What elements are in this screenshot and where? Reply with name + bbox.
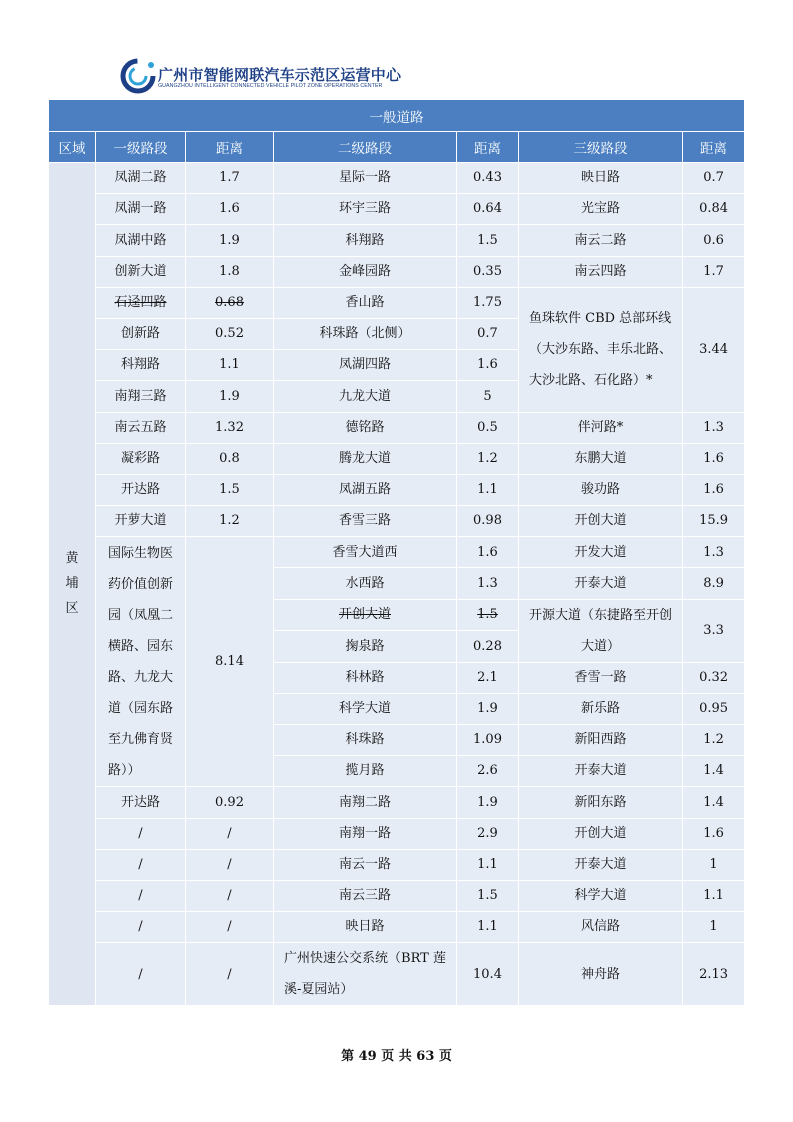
level2-dist: 1.1: [457, 912, 519, 943]
road-table: [48, 99, 745, 1006]
level3-road: 新阳东路: [519, 787, 683, 818]
level2-dist: 10.4: [457, 943, 519, 1006]
level2-dist: 2.9: [457, 818, 519, 849]
level1-road: 南云五路: [96, 412, 186, 443]
table-row: [49, 537, 745, 568]
biopark-line: 道（园东路: [107, 700, 173, 716]
level1-road: 创新路: [96, 318, 186, 349]
level2-dist: 0.43: [457, 163, 519, 194]
table-row: [49, 818, 745, 849]
level1-road: 凤湖二路: [96, 163, 186, 194]
level3-road: 开泰大道: [519, 849, 683, 880]
level3-road: 骏功路: [519, 474, 683, 505]
table-row: [49, 880, 745, 911]
level2-dist: 0.5: [457, 412, 519, 443]
table-row: [49, 163, 745, 194]
level1-dist: /: [186, 880, 274, 911]
level2-road-multiline: [278, 943, 452, 1005]
level3-dist: 0.84: [683, 194, 745, 225]
level3-dist: 1.1: [683, 880, 745, 911]
biopark-line: 路、九龙大: [107, 669, 173, 685]
page-footer: 第 49 页 共 63 页: [341, 1049, 452, 1064]
level2-road: 凤湖五路: [274, 474, 457, 505]
level1-dist: 0.92: [186, 787, 274, 818]
level2-road: 水西路: [274, 568, 457, 599]
level1-dist: 1.1: [186, 350, 274, 381]
level1-dist: 0.52: [186, 318, 274, 349]
level1-dist: 8.14: [186, 537, 274, 787]
level1-dist: /: [186, 818, 274, 849]
level3-road: 新乐路: [519, 693, 683, 724]
level3-road: 光宝路: [519, 194, 683, 225]
level3-road: [519, 599, 683, 662]
level1-dist: 1.9: [186, 225, 274, 256]
level1-road: 凤湖一路: [96, 194, 186, 225]
header-region: 区域: [49, 132, 96, 163]
level1-road: 创新大道: [96, 256, 186, 287]
logo: [118, 56, 418, 96]
level2-dist: 0.35: [457, 256, 519, 287]
table-row: [49, 943, 745, 1006]
level3-dist: 3.44: [683, 287, 745, 412]
level3-dist: 1.4: [683, 787, 745, 818]
level3-road: 东鹏大道: [519, 443, 683, 474]
level2-road: 南翔二路: [274, 787, 457, 818]
level3-road: [519, 287, 683, 412]
level2-road: 南云一路: [274, 849, 457, 880]
level3-road: 开泰大道: [519, 568, 683, 599]
level2-road: 凤湖四路: [274, 350, 457, 381]
level1-dist: 1.7: [186, 163, 274, 194]
biopark-line: 国际生物医: [107, 545, 173, 561]
level3-dist: 3.3: [683, 599, 745, 662]
logo-title-en: GUANGZHOU INTELLIGENT CONNECTED VEHICLE PILOT ZONE OPERATIONS CENTER: [158, 83, 383, 89]
level2-road: 科珠路: [274, 725, 457, 756]
level2-road: 环宇三路: [274, 194, 457, 225]
level1-dist: 0.8: [186, 443, 274, 474]
table-row: [49, 443, 745, 474]
brt-line: 溪-夏园站）: [284, 982, 354, 998]
level3-dist: 1.3: [683, 412, 745, 443]
level2-road: 腾龙大道: [274, 443, 457, 474]
level2-road: [274, 599, 457, 631]
level2-road: 香雪大道西: [274, 537, 457, 568]
level3-road: 科学大道: [519, 880, 683, 911]
level2-road: 南翔一路: [274, 818, 457, 849]
kaiyuan-line: 开源大道（东捷路至开创: [528, 607, 672, 623]
table-row: [49, 912, 745, 943]
level1-dist: /: [186, 912, 274, 943]
level2-dist: 1.1: [457, 474, 519, 505]
biopark-line: 药价值创新: [107, 576, 173, 592]
struck-dist: 0.68: [215, 295, 244, 311]
level2-road: 星际一路: [274, 163, 457, 194]
level2-dist: 0.28: [457, 631, 519, 663]
level3-road: 香雪一路: [519, 662, 683, 693]
level2-road: 科学大道: [274, 693, 457, 724]
level2-dist: [457, 599, 519, 631]
biopark-line: 至九佛育贤: [107, 731, 173, 747]
level3-dist: 1.3: [683, 537, 745, 568]
level1-road: 科翔路: [96, 350, 186, 381]
level3-road: 映日路: [519, 163, 683, 194]
level2-road: 南云三路: [274, 880, 457, 911]
level1-road: 南翔三路: [96, 381, 186, 412]
table-row: [49, 194, 745, 225]
struck-road: 石迳四路: [114, 295, 167, 311]
level3-dist: 1: [683, 912, 745, 943]
level3-dist: 1.6: [683, 474, 745, 505]
level2-dist: 0.7: [457, 318, 519, 349]
level3-dist: 0.95: [683, 693, 745, 724]
level2-dist: 1.2: [457, 443, 519, 474]
level2-road: 香山路: [274, 287, 457, 318]
region-cell: [49, 163, 96, 1006]
level2-road: 金峰园路: [274, 256, 457, 287]
level1-road-multiline: [102, 538, 179, 786]
logo-mark-icon: [118, 56, 158, 96]
level1-road: 凤湖中路: [96, 225, 186, 256]
table-title: 一般道路: [49, 100, 745, 132]
level3-road-multiline: [523, 600, 678, 662]
table-row: [49, 849, 745, 880]
level2-dist: 1.09: [457, 725, 519, 756]
region-text: 黄 埔 区: [65, 551, 79, 616]
level2-road: 科翔路: [274, 225, 457, 256]
level2-dist: 1.9: [457, 787, 519, 818]
level1-dist: 1.5: [186, 474, 274, 505]
level2-road: 德铭路: [274, 412, 457, 443]
level3-road: 开创大道: [519, 506, 683, 537]
level3-dist: 2.13: [683, 943, 745, 1006]
level2-dist: 0.64: [457, 194, 519, 225]
level3-road: 风信路: [519, 912, 683, 943]
level3-dist: 8.9: [683, 568, 745, 599]
level1-road: /: [96, 818, 186, 849]
brt-line: 广州快速公交系统（BRT 莲: [284, 951, 446, 967]
header-dist3: 距离: [683, 132, 745, 163]
level3-dist: 1: [683, 849, 745, 880]
cbd-line: 鱼珠软件 CBD 总部环线: [528, 311, 672, 327]
table-row: [49, 256, 745, 287]
level1-dist: /: [186, 849, 274, 880]
level2-dist: 2.6: [457, 756, 519, 787]
header-dist1: 距离: [186, 132, 274, 163]
cbd-line: （大沙东路、丰乐北路、: [528, 342, 672, 358]
level1-dist: 1.8: [186, 256, 274, 287]
table-row: [49, 787, 745, 818]
logo-title-cn: 广州市智能网联汽车示范区运营中心: [158, 66, 402, 84]
level1-dist: 1.6: [186, 194, 274, 225]
level3-road: 南云二路: [519, 225, 683, 256]
struck-dist: 1.5: [477, 607, 498, 623]
struck-road: 开创大道: [338, 607, 391, 623]
table-row: [49, 412, 745, 443]
level3-dist: 1.4: [683, 756, 745, 787]
level3-road-multiline: [523, 303, 678, 396]
level2-road: 香雪三路: [274, 506, 457, 537]
level1-road: 开达路: [96, 474, 186, 505]
level1-road: [96, 537, 186, 787]
table-row: [49, 225, 745, 256]
level2-dist: 1.6: [457, 350, 519, 381]
level2-road: [274, 943, 457, 1006]
level3-road: 开泰大道: [519, 756, 683, 787]
level2-dist: 1.9: [457, 693, 519, 724]
header-level3: 三级路段: [519, 132, 683, 163]
level3-road: 开创大道: [519, 818, 683, 849]
level2-dist: 1.6: [457, 537, 519, 568]
level1-dist: 1.2: [186, 506, 274, 537]
biopark-line: 园（凤凰二: [107, 607, 173, 623]
table-row: [49, 474, 745, 505]
level1-road: 开萝大道: [96, 506, 186, 537]
cbd-line: 大沙北路、石化路）*: [528, 373, 653, 389]
level3-road: 神舟路: [519, 943, 683, 1006]
level3-road: 新阳西路: [519, 725, 683, 756]
level1-road: 凝彩路: [96, 443, 186, 474]
level1-road: /: [96, 943, 186, 1006]
level3-dist: 15.9: [683, 506, 745, 537]
level2-dist: 1.75: [457, 287, 519, 318]
level1-road: /: [96, 912, 186, 943]
level3-dist: 0.6: [683, 225, 745, 256]
level2-road: 九龙大道: [274, 381, 457, 412]
header-dist2: 距离: [457, 132, 519, 163]
level2-road: 科林路: [274, 662, 457, 693]
level1-road: [96, 287, 186, 318]
level2-road: 科珠路（北侧）: [274, 318, 457, 349]
level2-dist: 1.5: [457, 880, 519, 911]
level3-dist: 1.7: [683, 256, 745, 287]
kaiyuan-line: 大道）: [580, 638, 620, 654]
level1-road: 开达路: [96, 787, 186, 818]
level3-dist: 0.32: [683, 662, 745, 693]
level3-dist: 1.2: [683, 725, 745, 756]
level1-dist: /: [186, 943, 274, 1006]
level2-dist: 1.1: [457, 849, 519, 880]
level1-road: /: [96, 880, 186, 911]
table-row: [49, 287, 745, 318]
table-row: [49, 506, 745, 537]
level2-road: 映日路: [274, 912, 457, 943]
level3-road: 南云四路: [519, 256, 683, 287]
level2-dist: 2.1: [457, 662, 519, 693]
level2-dist: 5: [457, 381, 519, 412]
biopark-line: 路））: [107, 762, 141, 778]
level3-dist: 1.6: [683, 443, 745, 474]
level2-road: 揽月路: [274, 756, 457, 787]
biopark-line: 横路、园东: [107, 638, 173, 654]
level1-dist: [186, 287, 274, 318]
level3-road: 开发大道: [519, 537, 683, 568]
header-level1: 一级路段: [96, 132, 186, 163]
level3-road: 伴河路*: [519, 412, 683, 443]
level2-dist: 1.5: [457, 225, 519, 256]
level2-road: 掬泉路: [274, 631, 457, 663]
level2-dist: 0.98: [457, 506, 519, 537]
header-level2: 二级路段: [274, 132, 457, 163]
level3-dist: 1.6: [683, 818, 745, 849]
level1-road: /: [96, 849, 186, 880]
level1-dist: 1.32: [186, 412, 274, 443]
level2-dist: 1.3: [457, 568, 519, 599]
level3-dist: 0.7: [683, 163, 745, 194]
level1-dist: 1.9: [186, 381, 274, 412]
